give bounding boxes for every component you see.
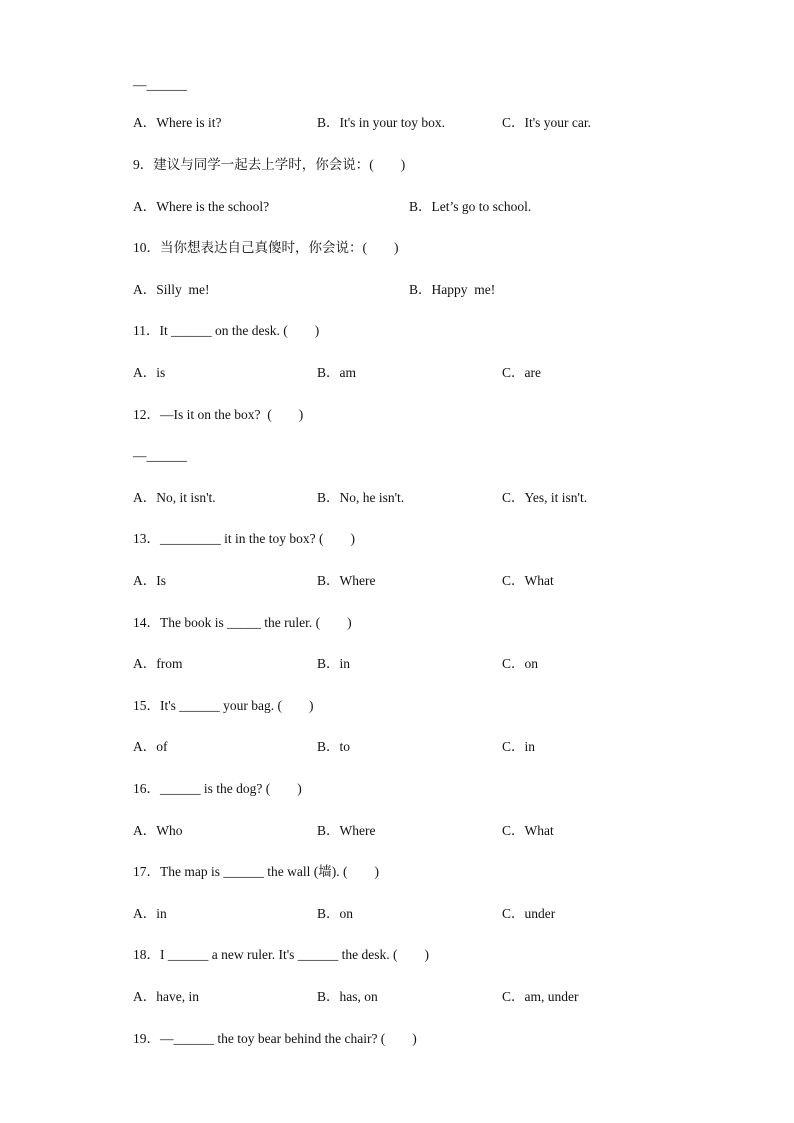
q8-options [133, 114, 693, 132]
q14-option-a[interactable]: A．from [133, 656, 183, 671]
q17-options [133, 905, 693, 923]
q8-option-b[interactable]: B．It's in your toy box. [317, 115, 446, 130]
q18-option-b[interactable]: B．has, on [317, 989, 378, 1004]
q10-options [133, 281, 693, 299]
q15-question: 15．It's ______ your bag. ( ) [133, 698, 314, 713]
q14-option-b[interactable]: B．in [317, 656, 351, 671]
q11-option-c[interactable]: C．are [502, 365, 541, 380]
q16-question: 16．______ is the dog? ( ) [133, 781, 302, 796]
q10-question: 10．当你想表达自己真傻时，你会说：( ) [133, 240, 399, 255]
q11-option-a[interactable]: A．is [133, 365, 166, 380]
q13-options [133, 572, 693, 590]
q8-option-a[interactable]: A．Where is it? [133, 115, 222, 130]
q12-option-c[interactable]: C．Yes, it isn't. [502, 490, 588, 505]
q15-option-a[interactable]: A．of [133, 739, 168, 754]
q16-option-a[interactable]: A．Who [133, 823, 183, 838]
q10-option-a[interactable]: A．Silly me! [133, 282, 210, 297]
q13-option-b[interactable]: B．Where [317, 573, 376, 588]
q15-option-b[interactable]: B．to [317, 739, 351, 754]
q12-options [133, 489, 693, 507]
q18-options [133, 988, 693, 1006]
q13-option-c[interactable]: C．What [502, 573, 554, 588]
q16-option-b[interactable]: B．Where [317, 823, 376, 838]
q17-option-b[interactable]: B．on [317, 906, 354, 921]
q14-options [133, 655, 693, 673]
q18-option-a[interactable]: A．have, in [133, 989, 199, 1004]
q10-option-b[interactable]: B．Happy me! [409, 282, 496, 297]
q8-option-c[interactable]: C．It's your car. [502, 115, 592, 130]
q9-option-a[interactable]: A．Where is the school? [133, 199, 270, 214]
q12-option-b[interactable]: B．No, he isn't. [317, 490, 405, 505]
q15-option-c[interactable]: C．in [502, 739, 536, 754]
q12-question: 12．—Is it on the box? ( ) [133, 407, 304, 422]
q15-options [133, 738, 693, 756]
q18-option-c[interactable]: C．am, under [502, 989, 579, 1004]
q13-option-a[interactable]: A．Is [133, 573, 166, 588]
q17-option-a[interactable]: A．in [133, 906, 167, 921]
q8-answer-blank: —______ [133, 77, 187, 92]
q16-options [133, 822, 693, 840]
q16-option-c[interactable]: C．What [502, 823, 554, 838]
q9-options [133, 198, 693, 216]
q11-option-b[interactable]: B．am [317, 365, 356, 380]
q9-option-b[interactable]: B．Let’s go to school. [409, 199, 532, 214]
q19-question: 19．—______ the toy bear behind the chair? ( ) [133, 1031, 417, 1046]
q12-option-a[interactable]: A．No, it isn't. [133, 490, 216, 505]
q14-question: 14．The book is _____ the ruler. ( ) [133, 615, 352, 630]
q9-question: 9．建议与同学一起去上学时，你会说：( ) [133, 157, 406, 172]
q12-answer-blank: —______ [133, 448, 187, 463]
q14-option-c[interactable]: C．on [502, 656, 539, 671]
q17-option-c[interactable]: C．under [502, 906, 556, 921]
q11-options [133, 364, 693, 382]
q13-question: 13．_________ it in the toy box? ( ) [133, 531, 355, 546]
q11-question: 11．It ______ on the desk. ( ) [133, 323, 320, 338]
q17-question: 17．The map is ______ the wall (墙). ( ) [133, 864, 379, 879]
q18-question: 18．I ______ a new ruler. It's ______ the desk. ( ) [133, 947, 430, 962]
